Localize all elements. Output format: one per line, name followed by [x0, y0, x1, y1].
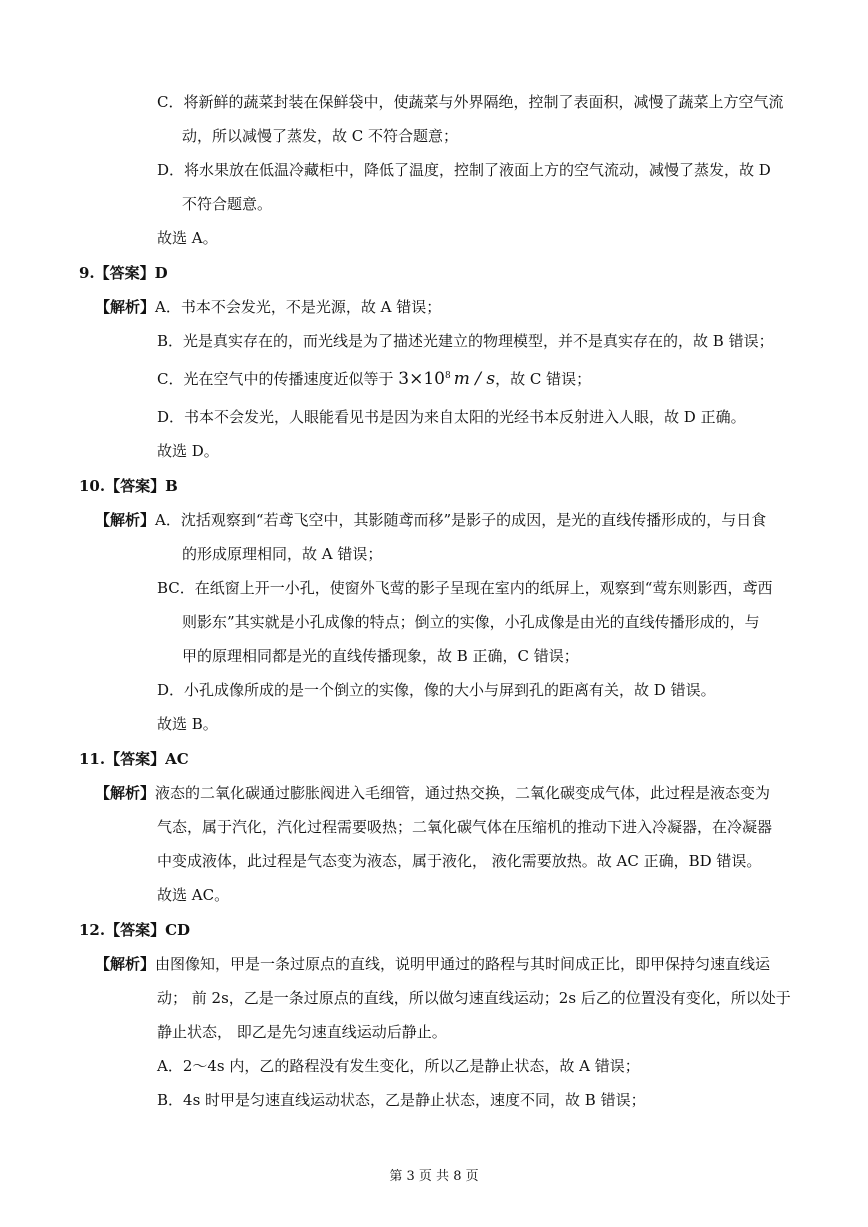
q11-analysis-line3: 中变成液体，此过程是气态变为液态，属于液化， 液化需要放热。故 AC 正确，BD 错误。	[157, 852, 762, 870]
formula-unit: m / s	[453, 369, 496, 389]
q11-analysis-label: 【解析】	[95, 784, 156, 802]
q12-analysis-line3: 静止状态， 即乙是先匀速直线运动后静止。	[157, 1023, 447, 1041]
q11-analysis-line1	[95, 782, 770, 804]
q9-option-d: D．书本不会发光，人眼能看见书是因为来自太阳的光经书本反射进入人眼，故 D 正确。	[157, 408, 746, 426]
q10-option-bc-line1: BC．在纸窗上开一小孔，使窗外飞莺的影子呈现在室内的纸屏上，观察到“莺东则影西，鸢西	[157, 579, 773, 597]
q9-option-c	[157, 368, 591, 390]
q12-answer-heading: 12.【答案】CD	[79, 921, 191, 939]
q11-choice: 故选 AC。	[157, 886, 230, 904]
q10-choice: 故选 B。	[157, 715, 218, 733]
q12-analysis-line2: 动； 前 2s，乙是一条过原点的直线，所以做匀速直线运动；2s 后乙的位置没有变化，所以处于	[157, 989, 791, 1007]
q10-analysis-label: 【解析】	[95, 511, 156, 529]
q10-option-a-line1: A．沈括观察到“若鸢飞空中，其影随鸢而移”是影子的成因，是光的直线传播形成的，与日食	[155, 511, 767, 529]
formula-number: 3×10	[398, 369, 445, 389]
q9-option-a: A．书本不会发光，不是光源，故 A 错误；	[155, 298, 442, 316]
q9-analysis-label: 【解析】	[95, 298, 156, 316]
q10-answer-heading: 10.【答案】B	[79, 477, 178, 495]
q12-option-a: A．2～4s 内，乙的路程没有发生变化，所以乙是静止状态，故 A 错误；	[157, 1057, 640, 1075]
q8-option-c-line1: C．将新鲜的蔬菜封装在保鲜袋中，使蔬菜与外界隔绝，控制了表面积，减慢了蔬菜上方空气流	[157, 93, 784, 111]
q8-option-d-line2: 不符合题意。	[182, 195, 273, 213]
q10-option-d: D．小孔成像所成的是一个倒立的实像，像的大小与屏到孔的距离有关，故 D 错误。	[157, 681, 716, 699]
q10-analysis-line-a	[95, 509, 766, 531]
q8-choice: 故选 A。	[157, 229, 218, 247]
q12-option-b: B．4s 时甲是匀速直线运动状态，乙是静止状态，速度不同，故 B 错误；	[157, 1091, 646, 1109]
q12-analysis-line1	[95, 953, 770, 975]
q9-option-b: B．光是真实存在的，而光线是为了描述光建立的物理模型，并不是真实存在的，故 B 错误；	[157, 332, 774, 350]
q10-option-bc-line3: 甲的原理相同都是光的直线传播现象，故 B 正确，C 错误；	[182, 647, 579, 665]
formula-exponent: 8	[444, 371, 451, 381]
q9-choice: 故选 D。	[157, 442, 219, 460]
q8-option-d-line1: D．将水果放在低温冷藏柜中，降低了温度，控制了液面上方的空气流动，减慢了蒸发，故 D	[157, 161, 771, 179]
q12-analysis-label: 【解析】	[95, 955, 156, 973]
q11-analysis-text1: 液态的二氧化碳通过膨胀阀进入毛细管，通过热交换，二氧化碳变成气体，此过程是液态变为	[155, 784, 771, 802]
q8-option-c-line2: 动，所以减慢了蒸发，故 C 不符合题意；	[182, 127, 459, 145]
q9-answer-heading: 9.【答案】D	[79, 264, 168, 282]
q10-option-a-line2: 的形成原理相同，故 A 错误；	[182, 545, 383, 563]
page-footer: 第 3 页 共 8 页	[389, 1169, 479, 1184]
q9-option-c-text: C．光在空气中的传播速度近似等于	[157, 370, 394, 388]
q9-analysis-line-a	[95, 296, 441, 318]
q11-answer-heading: 11.【答案】AC	[79, 750, 189, 768]
q11-analysis-line2: 气态，属于汽化，汽化过程需要吸热；二氧化碳气体在压缩机的推动下进入冷凝器，在冷凝器	[157, 818, 773, 836]
speed-of-light-formula	[398, 369, 495, 389]
q9-option-c-tail: ，故 C 错误；	[495, 370, 592, 388]
q12-analysis-text1: 由图像知，甲是一条过原点的直线，说明甲通过的路程与其时间成正比，即甲保持匀速直线运	[155, 955, 771, 973]
q10-option-bc-line2: 则影东”其实就是小孔成像的特点；倒立的实像，小孔成像是由光的直线传播形成的，与	[182, 613, 760, 631]
